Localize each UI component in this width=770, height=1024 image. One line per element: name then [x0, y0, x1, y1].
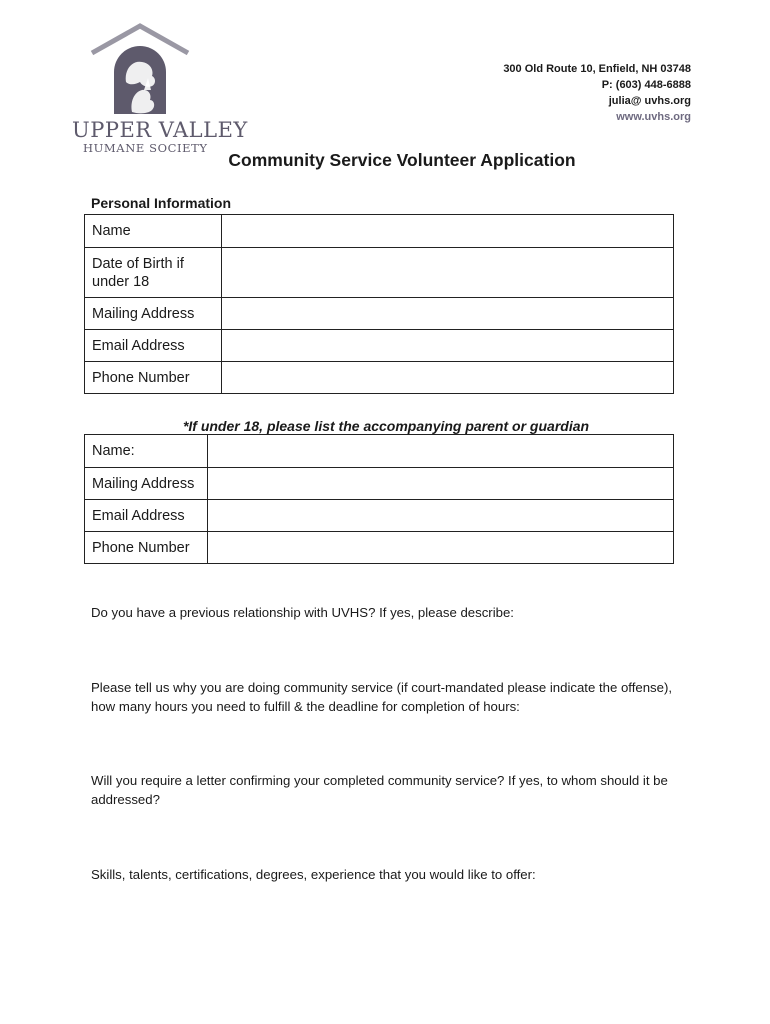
field-label: Phone Number	[85, 362, 222, 394]
phone-field[interactable]	[222, 362, 674, 394]
contact-email: julia@ uvhs.org	[608, 95, 691, 107]
guardian-note: *If under 18, please list the accompanying parent or guardian	[182, 418, 590, 434]
question-service-reason: Please tell us why you are doing community service (if court-mandated please indicate the offense), how many hours you need to fulfill & the deadline for completion of hours:	[91, 680, 673, 714]
table-row	[85, 215, 674, 248]
house-pet-logo-icon	[90, 20, 190, 120]
table-row	[85, 435, 674, 468]
org-name-line2: HUMANE SOCIETY	[83, 141, 208, 155]
table-row	[85, 532, 674, 564]
field-label: Mailing Address	[85, 298, 222, 330]
question-previous-relationship: Do you have a previous relationship with UVHS? If yes, please describe:	[91, 605, 514, 620]
field-label: Email Address	[85, 500, 208, 532]
page-title: Community Service Volunteer Application	[228, 150, 576, 170]
mailing-address-field[interactable]	[222, 298, 674, 330]
name-field[interactable]	[222, 215, 674, 248]
field-label: Date of Birth if under 18	[85, 248, 222, 298]
table-row	[85, 362, 674, 394]
field-label: Name:	[85, 435, 208, 468]
guardian-phone-field[interactable]	[208, 532, 674, 564]
email-field[interactable]	[222, 330, 674, 362]
question-confirmation-letter: Will you require a letter confirming your completed community service? If yes, to whom should it be addressed?	[91, 773, 668, 807]
guardian-name-field[interactable]	[208, 435, 674, 468]
dob-field[interactable]	[222, 248, 674, 298]
personal-info-table	[84, 214, 674, 394]
field-label: Email Address	[85, 330, 222, 362]
table-row	[85, 330, 674, 362]
field-label: Mailing Address	[85, 468, 208, 500]
field-label: Phone Number	[85, 532, 208, 564]
contact-address: 300 Old Route 10, Enfield, NH 03748	[503, 63, 691, 75]
contact-phone: P: (603) 448-6888	[601, 79, 691, 91]
table-row	[85, 248, 674, 298]
personal-info-heading: Personal Information	[91, 195, 232, 211]
guardian-mailing-address-field[interactable]	[208, 468, 674, 500]
field-label: Name	[85, 215, 222, 248]
org-logo	[68, 20, 248, 160]
table-row	[85, 468, 674, 500]
table-row	[85, 500, 674, 532]
guardian-info-table	[84, 434, 674, 564]
contact-website[interactable]: www.uvhs.org	[616, 111, 691, 123]
guardian-email-field[interactable]	[208, 500, 674, 532]
table-row	[85, 298, 674, 330]
question-skills: Skills, talents, certifications, degrees, experience that you would like to offer:	[91, 867, 536, 882]
org-name-line1: UPPER VALLEY	[72, 118, 248, 142]
contact-block	[503, 61, 691, 125]
